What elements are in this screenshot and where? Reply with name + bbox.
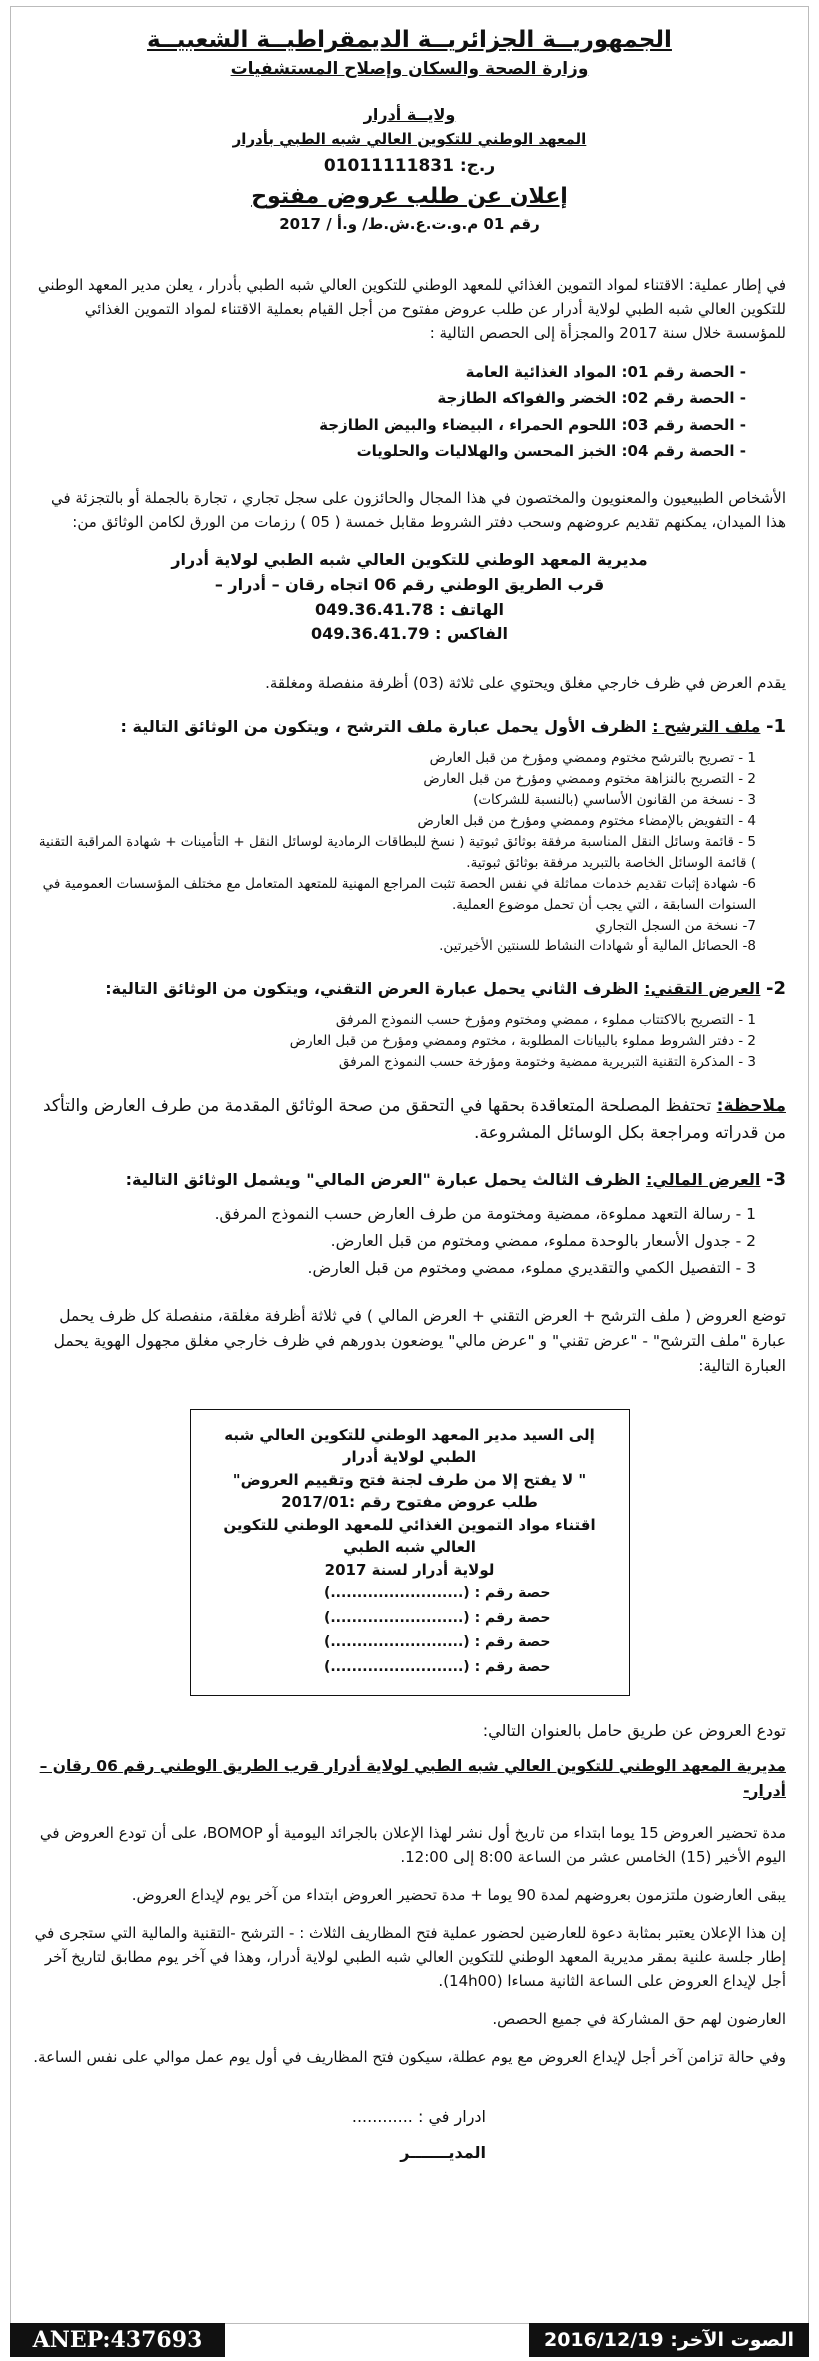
frame-tender-number: طلب عروض مفتوح رقم :2017/01 xyxy=(281,1493,538,1512)
section-2-items xyxy=(33,1010,756,1073)
section-3-items xyxy=(33,1201,756,1282)
address-line: مديرية المعهد الوطني للتكوين العالي شبه الطبي لولاية أدرار xyxy=(171,550,648,569)
address-line: قرب الطريق الوطني رقم 06 اتجاه رقان – أدرار – xyxy=(214,574,605,594)
note-paragraph xyxy=(33,1093,786,1146)
frame-subject: اقتناء مواد التموين الغذائي للمعهد الوطني للتكوين العالي شبه الطبي xyxy=(223,1515,596,1557)
frame-lot-line: حصة رقم : (.........................) xyxy=(323,1634,551,1651)
list-item: 2 - التصريح بالنزاهة مختوم وممضي ومؤرخ من قبل العارض xyxy=(423,771,756,788)
lot-item: - الحصة رقم 01: المواد الغذائية العامة xyxy=(465,363,746,381)
lot-item: - الحصة رقم 03: اللحوم الحمراء ، البيضاء والبيض الطازجة xyxy=(319,415,746,434)
signature-place: ادرار في : ............ xyxy=(351,2107,486,2127)
list-item: 3 - نسخة من القانون الأساسي (بالنسبة للشركات) xyxy=(473,792,756,809)
lot-item: - الحصة رقم 02: الخضر والفواكه الطازجة xyxy=(437,389,746,408)
holiday-paragraph: وفي حالة تزامن آخر أجل لإيداع العروض مع يوم عطلة، سيكون فتح المظاريف في أول يوم عمل موالي على نفس الساعة. xyxy=(33,2048,786,2067)
list-item: 1 - التصريح بالاكتتاب مملوء ، ممضي ومختوم ومؤرخ حسب النموذج المرفق xyxy=(335,1012,756,1029)
section-text: الظرف الثالث يحمل عبارة "العرض المالي" ويشمل الوثائق التالية: xyxy=(125,1169,641,1189)
section-number: 3- xyxy=(765,1168,786,1190)
republic-heading: الجمهوريــة الجزائريــة الديمقراطيــة الشعبيــة xyxy=(147,27,672,53)
validity-paragraph: يبقى العارضون ملتزمون بعروضهم لمدة 90 يوما + مدة تحضير العروض ابتداء من آخر يوم لإيداع العروض. xyxy=(131,1886,786,1905)
section-2-heading xyxy=(33,975,786,1002)
wilaya-heading: ولايــة أدرار xyxy=(363,105,456,124)
placement-paragraph: توضع العروض ( ملف الترشح + العرض التقني + العرض المالي ) في ثلاثة أظرفة مغلقة، منفصلة كل ظرف يحمل عبارة "ملف الترشح" - "عرض تقني" و "عرض مالي" يوضعون بدورهم في ظرف خارجي مغلق مجهول الهوية يحمل العبارة التالية: xyxy=(53,1307,786,1375)
list-item: 7- نسخة من السجل التجاري xyxy=(595,917,756,934)
institute-heading: المعهد الوطني للتكوين العالي شبه الطبي بأدرار xyxy=(232,130,587,148)
frame-lot-line: حصة رقم : (.........................) xyxy=(323,1585,551,1602)
section-3-heading xyxy=(33,1166,786,1193)
list-item: 6- شهادة إثبات تقديم خدمات مماثلة في نفس الحصة تثبت المراجع المهنية للمتعهد المتعامل مع مختلف المؤسسات العمومية في السنوات السابقة ، التي يجب أن تحمل موضوع العملية. xyxy=(42,875,756,913)
list-item: 2 - دفتر الشروط مملوء بالبيانات المطلوبة ، مختوم وممضي ومؤرخ من قبل العارض xyxy=(289,1033,756,1050)
deposit-paragraph: تودع العروض عن طريق حامل بالعنوان التالي: xyxy=(482,1721,786,1741)
deposit-address: مديرية المعهد الوطني للتكوين العالي شبه الطبي لولاية أدرار قرب الطريق الوطني رقم 06 رقان – أدرار- xyxy=(39,1756,786,1800)
announcement-page xyxy=(10,6,809,2324)
list-item: 4 - التفويض بالإمضاء مختوم وممضي ومؤرخ من قبل العارض xyxy=(417,812,756,829)
envelopes-paragraph: يقدم العرض في ظرف خارجي مغلق ويحتوي على ثلاثة (03) أظرفة منفصلة ومغلقة. xyxy=(265,674,786,693)
section-number: 2- xyxy=(765,978,786,1000)
address-block xyxy=(33,548,786,647)
note-label: ملاحظة: xyxy=(716,1096,786,1117)
fax-number: الفاكس : 049.36.41.79 xyxy=(311,624,508,644)
frame-do-not-open: " لا يفتح إلا من طرف لجنة فتح وتقييم العروض" xyxy=(232,1470,587,1489)
envelope-label-box xyxy=(190,1409,630,1697)
list-item: 3 - التفصيل الكمي والتقديري مملوء، ممضي ومختوم من قبل العارض. xyxy=(307,1259,756,1278)
section-1-heading xyxy=(33,713,786,740)
lots-list xyxy=(33,359,746,464)
signature-block xyxy=(33,2099,786,2169)
section-label: العرض التقني: xyxy=(644,979,761,999)
eligibility-paragraph: الأشخاص الطبيعيون والمعنويون والمختصون في هذا المجال والحائزون على سجل تجاري ، تجارة بالجملة أو بالتجزئة في هذا الميدان، يمكنهم تقديم عروضهم وسحب دفتر الشروط مقابل خمسة ( 05 ) رزمات من الورق لكامن الوثائق من: xyxy=(50,489,786,531)
section-1-items xyxy=(33,748,756,957)
phone-number: الهاتف : 049.36.41.78 xyxy=(314,599,505,619)
newspaper-date: الصوت الآخر: 2016/12/19 xyxy=(529,2323,809,2357)
list-item: 8- الحصائل المالية أو شهادات النشاط للسنتين الأخيرتين. xyxy=(439,938,756,955)
section-number: 1- xyxy=(765,716,786,738)
intro-paragraph: في إطار عملية: الاقتناء لمواد التموين الغذائي للمعهد الوطني للتكوين العالي شبه الطبي بأدرار ، يعلن مدير المعهد الوطني للتكوين العالي شبه الطبي لولاية أدرار عن طلب عروض مفتوح من أجل القيام بعملية الاقتناء لمواد التموين الغذائي للمؤسسة خلال سنة 2017 والمجزأة إلى الحصص التالية : xyxy=(37,276,786,342)
list-item: 2 - جدول الأسعار بالوحدة مملوء، ممضي ومختوم من قبل العارض. xyxy=(330,1231,756,1250)
list-item: 1 - تصريح بالترشح مختوم وممضي ومؤرخ من قبل العارض xyxy=(429,750,756,767)
list-item: 3 - المذكرة التقنية التبريرية ممضية وختومة ومؤرخة حسب النموذج المرفق xyxy=(338,1054,756,1071)
section-text: الظرف الأول يحمل عبارة ملف الترشح ، ويتكون من الوثائق التالية : xyxy=(120,717,647,737)
list-item: 5 - قائمة وسائل النقل المناسبة مرفقة بوثائق ثبوتية ( نسخ للبطاقات الرمادية لوسائل النقل + التأمينات + شهادة المراقبة التقنية ) قائمة الوسائل الخاصة بالتبريد مرفقة بوثائق ثبوتية. xyxy=(38,833,756,871)
section-text: الظرف الثاني يحمل عبارة العرض التقني، ويتكون من الوثائق التالية: xyxy=(105,979,639,999)
section-label: العرض المالي: xyxy=(646,1169,761,1189)
section-label: ملف الترشح : xyxy=(652,717,761,737)
ministry-heading: وزارة الصحة والسكان وإصلاح المستشفيات xyxy=(230,59,589,79)
frame-subject: لولاية أدرار لسنة 2017 xyxy=(324,1560,495,1579)
registry-reference: ر.ج: 01011111831 xyxy=(323,156,496,176)
frame-lot-line: حصة رقم : (.........................) xyxy=(323,1658,551,1675)
list-item: 1 - رسالة التعهد مملوءة، ممضية ومختومة من طرف العارض حسب النموذج المرفق. xyxy=(214,1204,756,1223)
frame-recipient: إلى السيد مدير المعهد الوطني للتكوين العالي شبه الطبي لولاية أدرار xyxy=(224,1425,595,1467)
signature-title: المديـــــــر xyxy=(400,2142,486,2162)
note-text: تحتفظ المصلحة المتعاقدة بحقها في التحقق من صحة الوثائق المقدمة من طرف العارض والتأكد من قدراته ومراجعة بكل الوسائل المشروعة. xyxy=(43,1096,786,1143)
announcement-title: إعلان عن طلب عروض مفتوح xyxy=(251,184,568,209)
frame-lot-line: حصة رقم : (.........................) xyxy=(323,1609,551,1626)
duration-paragraph: مدة تحضير العروض 15 يوما ابتداء من تاريخ أول نشر لهذا الإعلان بالجرائد اليومية أو BOMOP، على أن تودع العروض في اليوم الأخير (15) الخامس عشر من الساعة 8:00 إلى 12:00. xyxy=(39,1824,786,1867)
lot-item: - الحصة رقم 04: الخبز المحسن والهلاليات والحلويات xyxy=(356,441,746,460)
anep-reference: ANEP:437693 xyxy=(10,2323,225,2357)
opening-paragraph: إن هذا الإعلان يعتبر بمثابة دعوة للعارضين لحضور عملية فتح المظاريف الثلاث : - الترشح -التقنية والمالية التي ستجرى في إطار جلسة علنية بمقر مديرية المعهد الوطني للتكوين العالي شبه الطبي لولاية أدرار، وهذا في آخر يوم مطابق لتاريخ آخر أجل لإيداع العروض على الساعة الثانية مساءا (14h00). xyxy=(34,1924,786,1991)
tender-number: رقم 01 م.و.ت.ع.ش.ط/ و.أ / 2017 xyxy=(279,215,540,233)
participation-paragraph: العارضون لهم حق المشاركة في جميع الحصص. xyxy=(492,2010,786,2029)
